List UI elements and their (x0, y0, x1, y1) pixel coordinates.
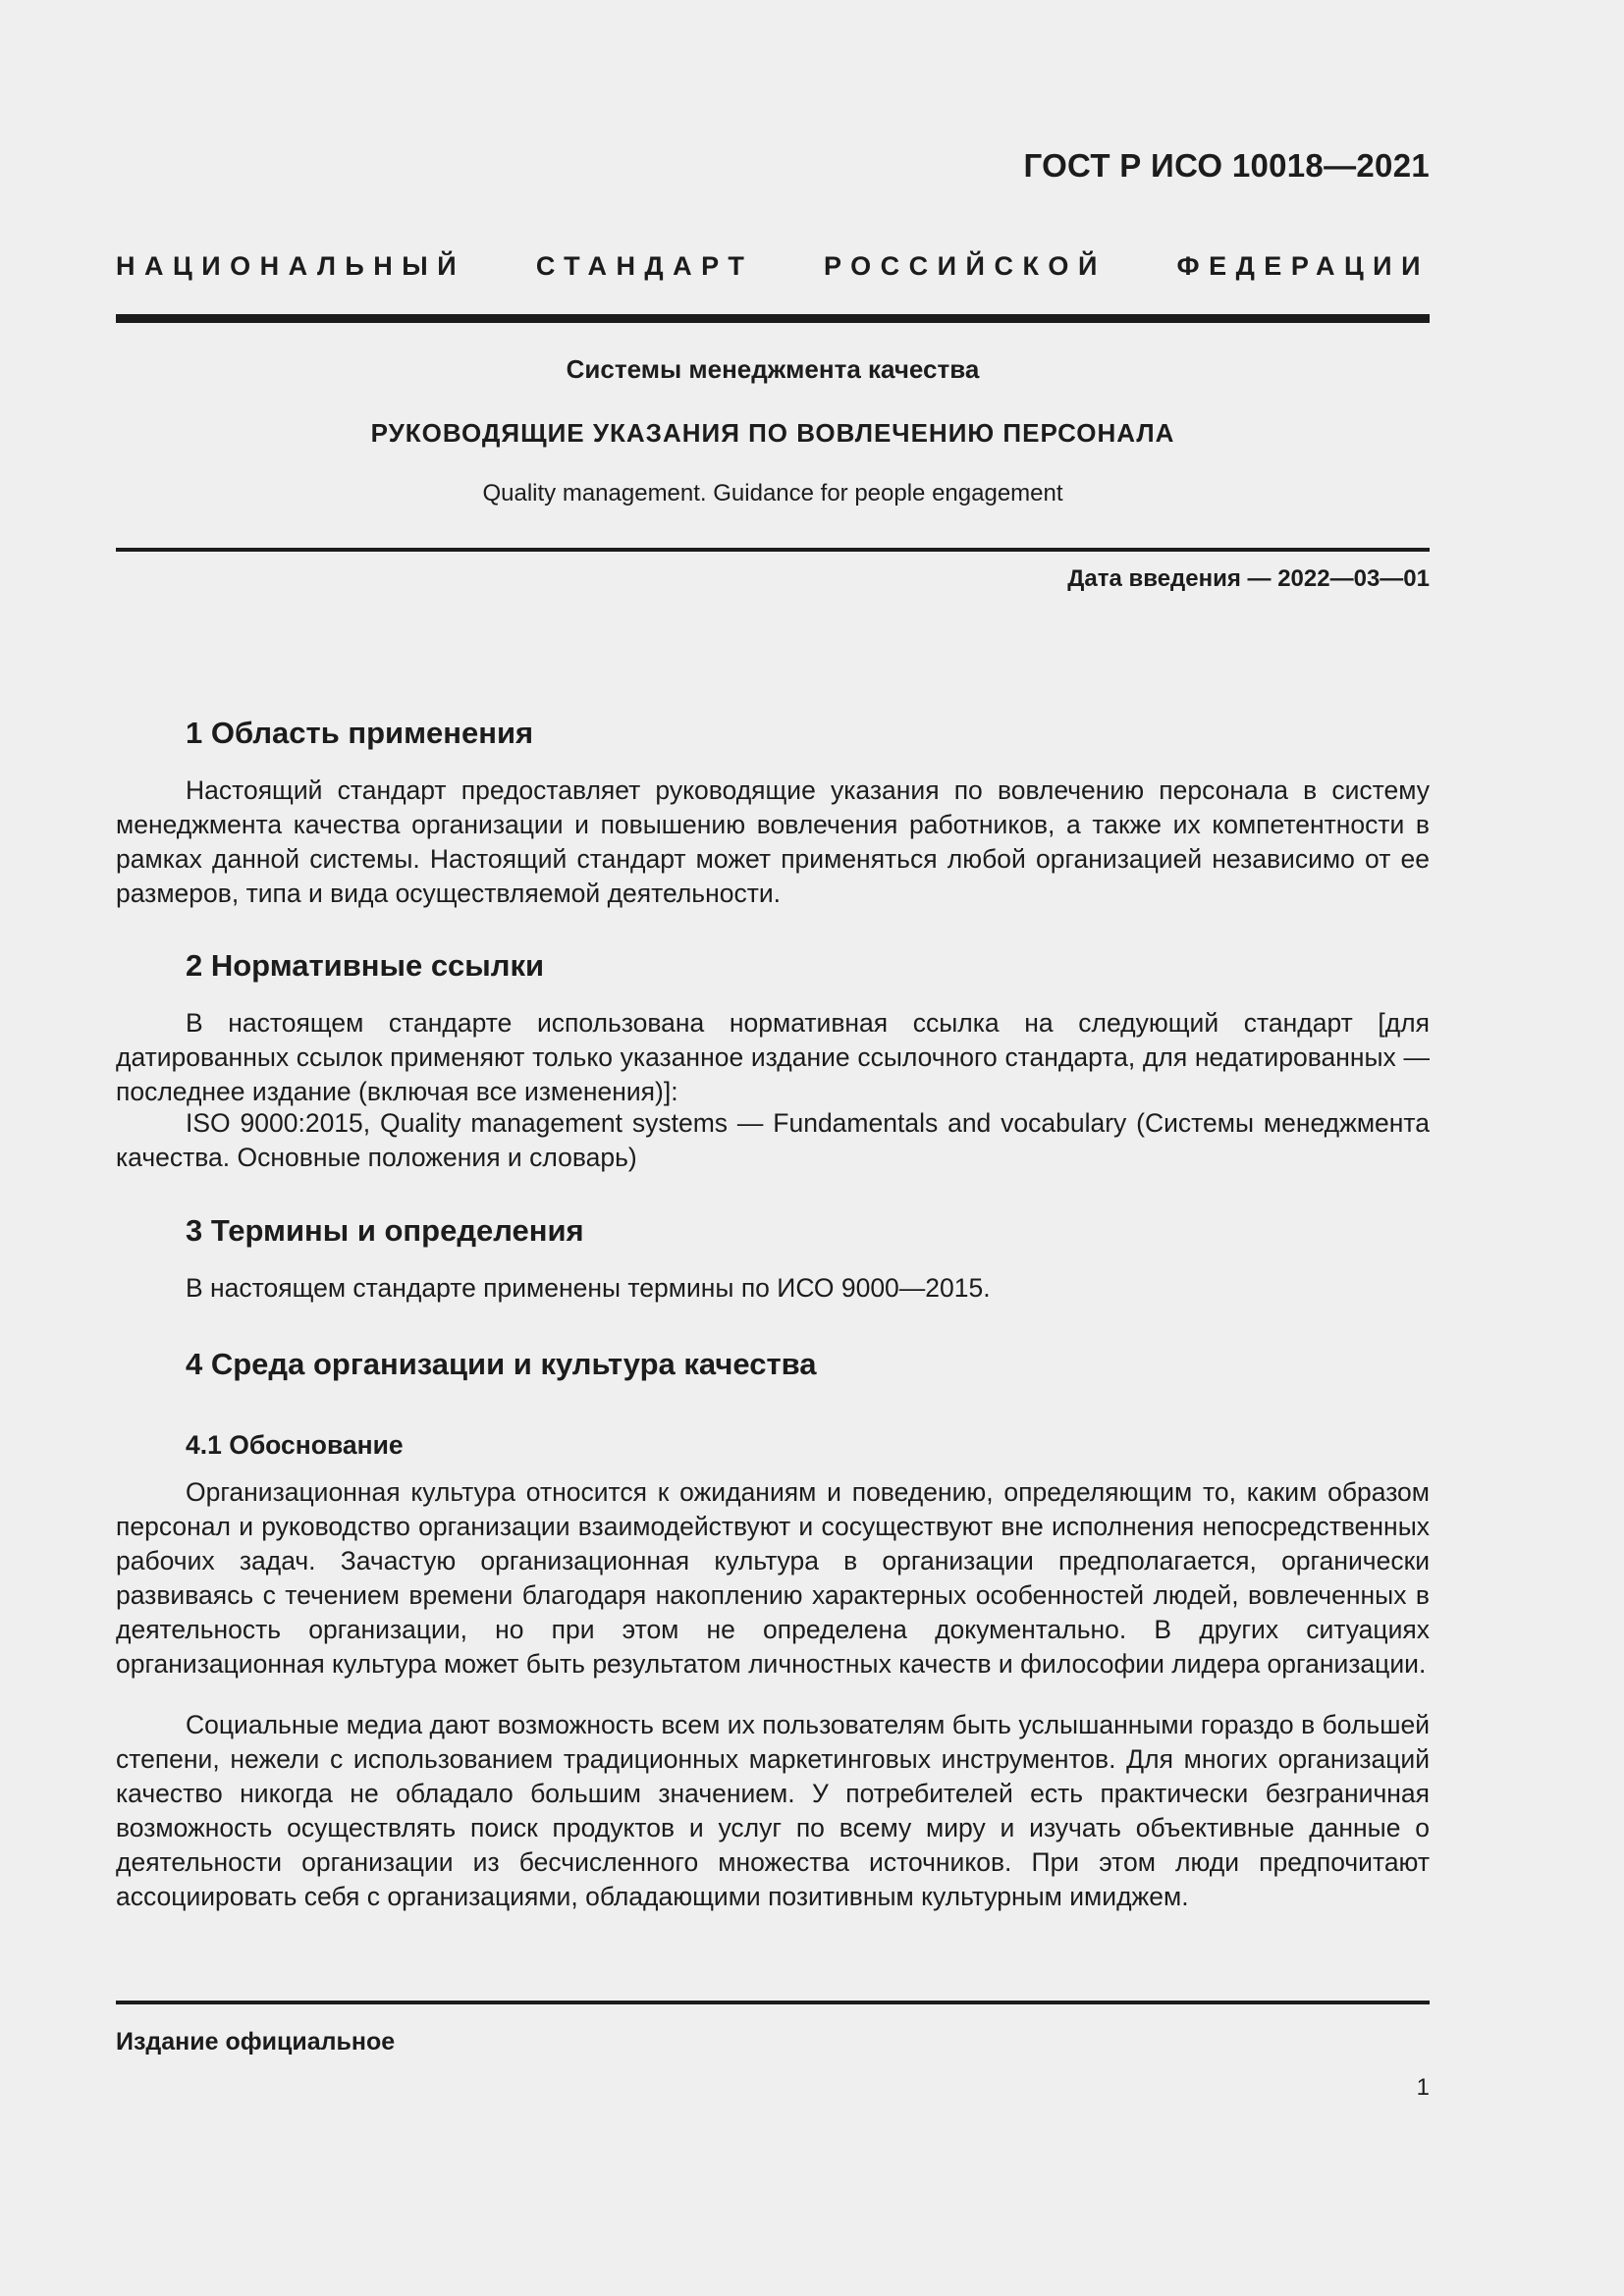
official-edition-label: Издание официальное (116, 2028, 396, 2056)
title-divider (116, 548, 1430, 552)
page-number: 1 (1416, 2074, 1430, 2101)
section-2-paragraph: В настоящем стандарте использована нормативная ссылка на следующий стандарт [для датированных ссылок применяют только указанное издание ссылочного стандарта, для недатированных — последнее издание (включая все изменения)]: (116, 1008, 1430, 1106)
document-number: ГОСТ Р ИСО 10018—2021 (1023, 147, 1430, 184)
section-4-paragraph-1: Организационная культура относится к ожиданиям и поведению, определяющим то, каким образом персонал и руководство организации взаимодействуют и сосуществуют вне исполнения непосредственных рабочих задач. Зачастую организационная культура в организации предполагается, органически развиваясь с течением времени благодаря накоплению характерных особенностей людей, вовлеченных в деятельность организации, но при этом не определена документально. В других ситуациях организационная культура может быть результатом личностных качеств и философии лидера организации. (116, 1477, 1430, 1679)
section-3-heading: 3 Термины и определения (186, 1213, 584, 1248)
section-3-paragraph: В настоящем стандарте применены термины по ИСО 9000—2015. (186, 1273, 991, 1303)
introduction-date: Дата введения — 2022—03—01 (1067, 565, 1430, 592)
subsection-4-1-heading: 4.1 Обоснование (186, 1430, 404, 1460)
standard-subtitle: Системы менеджмента качества (566, 354, 980, 384)
section-2-reference: ISO 9000:2015, Quality management systems — Fundamentals and vocabulary (Системы менеджмента качества. Основные положения и словарь) (116, 1108, 1430, 1172)
section-1-paragraph: Настоящий стандарт предоставляет руководящие указания по вовлечению персонала в систему менеджмента качества организации и повышению вовлечения работников, а также их компетентности в рамках данной системы. Настоящий стандарт может применяться любой организацией независимо от ее размеров, типа и вида осуществляемой деятельности. (116, 775, 1430, 908)
section-2-heading: 2 Нормативные ссылки (186, 948, 545, 983)
header-divider-thick (116, 314, 1430, 323)
section-4-heading: 4 Среда организации и культура качества (186, 1347, 817, 1381)
national-standard-title: НАЦИОНАЛЬНЫЙ СТАНДАРТ РОССИЙСКОЙ ФЕДЕРАЦИИ (116, 251, 1430, 281)
standard-english-title: Quality management. Guidance for people engagement (482, 480, 1063, 507)
footer-divider (116, 2001, 1430, 2004)
section-1-heading: 1 Область применения (186, 716, 534, 750)
standard-main-title: РУКОВОДЯЩИЕ УКАЗАНИЯ ПО ВОВЛЕЧЕНИЮ ПЕРСОНАЛА (370, 418, 1175, 448)
section-4-paragraph-2: Социальные медиа дают возможность всем их пользователям быть услышанными гораздо в большей степени, нежели с использованием традиционных маркетинговых инструментов. Для многих организаций качество никогда не обладало большим значением. У потребителей есть практически безграничная возможность осуществлять поиск продуктов и услуг по всему миру и изучать объективные данные о деятельности организации из бесчисленного множества источников. При этом люди предпочитают ассоциировать себя с организациями, обладающими позитивным культурным имиджем. (116, 1710, 1430, 1911)
